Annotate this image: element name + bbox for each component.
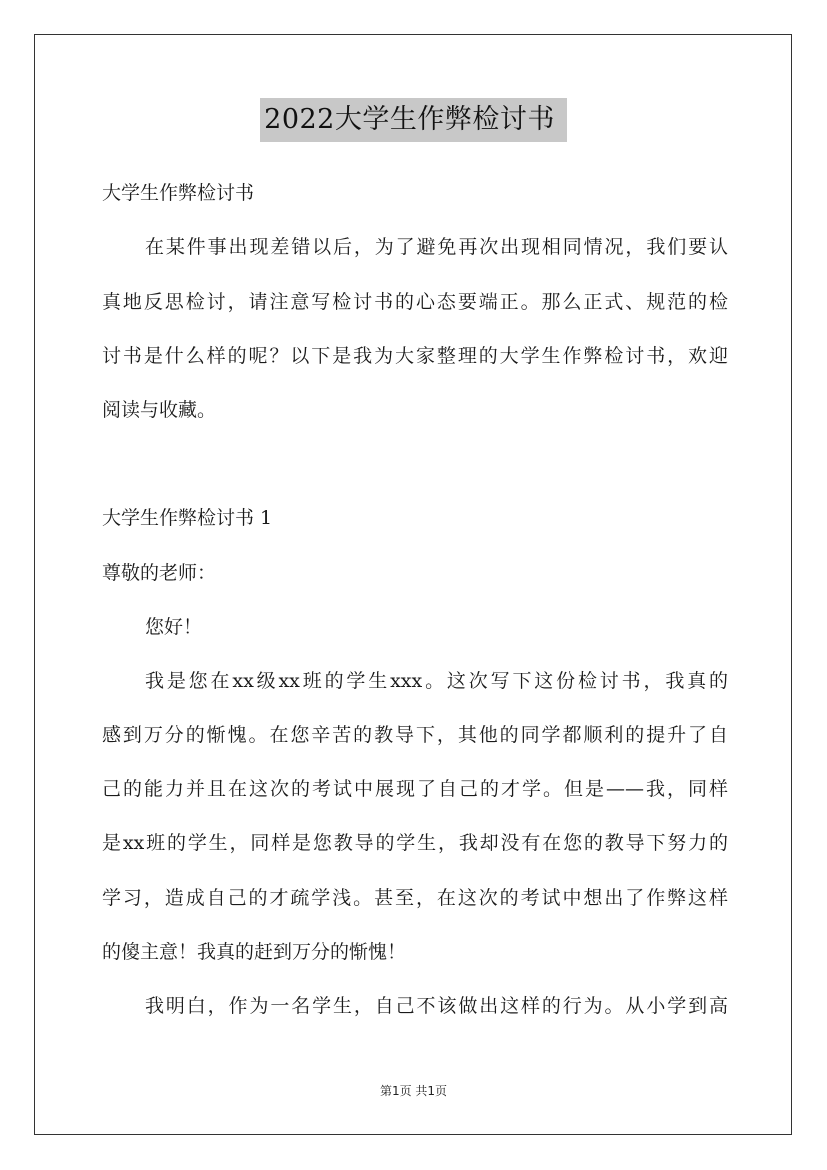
body-line-5: 学习，造成自己的才疏学浅。甚至，在这次的考试中想出了作弊这样: [102, 887, 728, 909]
greeting: 您好！: [145, 616, 203, 638]
body-line-6: 的傻主意！我真的赶到万分的惭愧！: [102, 941, 407, 963]
subtitle: 大学生作弊检讨书: [102, 182, 255, 204]
body-line-2: 感到万分的惭愧。在您辛苦的教导下，其他的同学都顺利的提升了自: [102, 724, 728, 746]
section-title: 大学生作弊检讨书 1: [102, 507, 273, 529]
intro-line-4: 阅读与收藏。: [102, 399, 217, 421]
body-line-4: 是xx班的学生，同样是您教导的学生，我却没有在您的教导下努力的: [102, 832, 728, 854]
intro-line-3: 讨书是什么样的呢？以下是我为大家整理的大学生作弊检讨书，欢迎: [102, 345, 728, 367]
intro-line-1: 在某件事出现差错以后，为了避免再次出现相同情况，我们要认: [145, 236, 728, 258]
salutation: 尊敬的老师：: [102, 562, 217, 584]
body-line-3: 己的能力并且在这次的考试中展现了自己的才学。但是——我，同样: [102, 778, 728, 800]
document-title: 2022大学生作弊检讨书: [260, 98, 567, 142]
body-line-7: 我明白，作为一名学生，自己不该做出这样的行为。从小学到高: [145, 995, 728, 1017]
page-number: 第1页 共1页: [379, 1084, 448, 1098]
intro-line-2: 真地反思检讨，请注意写检讨书的心态要端正。那么正式、规范的检: [102, 291, 728, 313]
body-line-1: 我是您在xx级xx班的学生xxx。这次写下这份检讨书，我真的: [145, 670, 728, 692]
title-container: [0, 98, 827, 142]
